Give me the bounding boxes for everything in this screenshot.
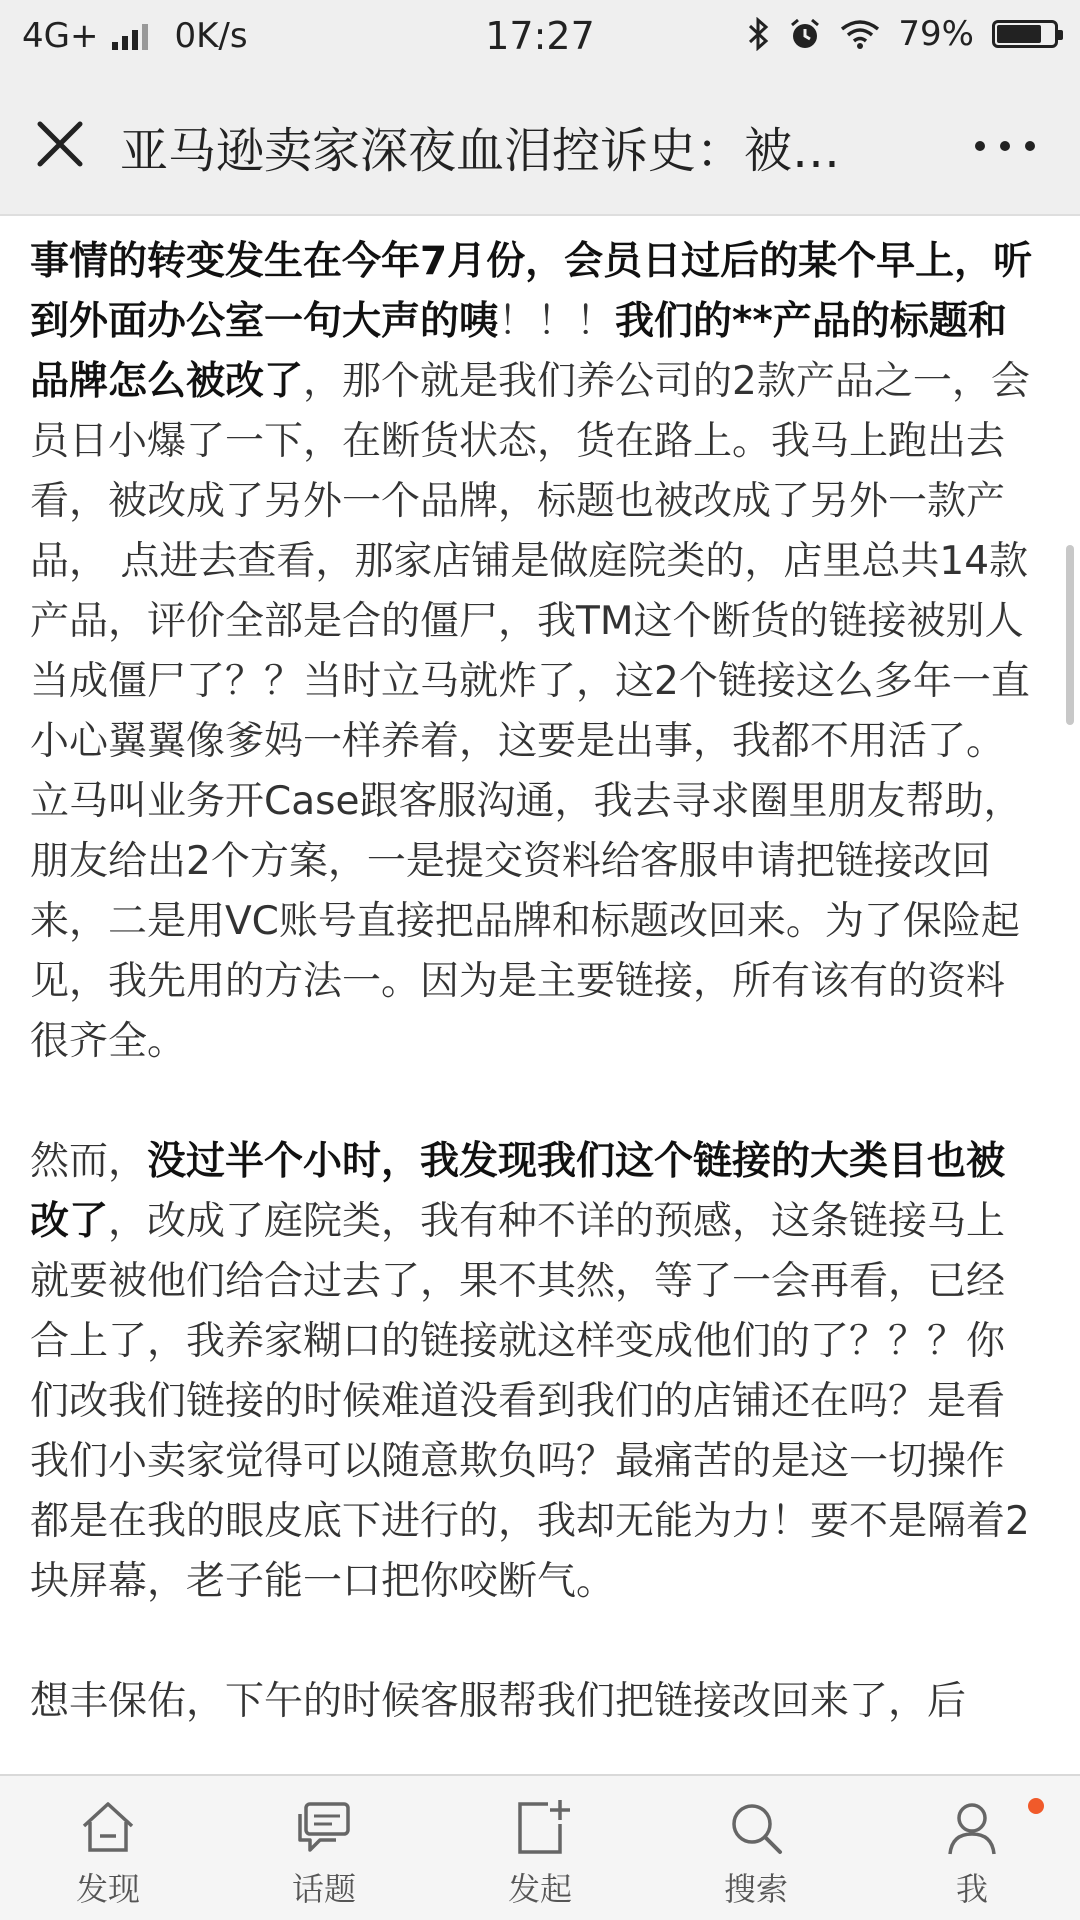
alarm-icon — [788, 17, 822, 51]
tab-label: 话题 — [291, 1870, 356, 1908]
bluetooth-icon — [748, 17, 770, 51]
body-text: 然而， — [30, 1139, 148, 1184]
bold-text: 我们的**产品的标题和品牌怎么被改了 — [30, 299, 1007, 404]
tab-label: 搜索 — [723, 1870, 788, 1908]
tab-topics[interactable] — [216, 1776, 432, 1920]
search-icon — [724, 1796, 788, 1860]
nav-bar — [0, 74, 1080, 216]
profile-icon — [940, 1796, 1004, 1860]
more-icon[interactable] — [970, 126, 1040, 166]
notification-badge — [1028, 1798, 1044, 1814]
battery-percent: 79% — [898, 14, 974, 54]
tab-bar — [0, 1774, 1080, 1920]
tab-me[interactable] — [864, 1776, 1080, 1920]
body-text: 想丰保佑，下午的时候客服帮我们把链接改回来了，后 — [30, 1679, 967, 1724]
compose-icon — [508, 1796, 572, 1860]
page-title: 亚马逊卖家深夜血泪控诉史：被… — [120, 123, 841, 179]
tab-label: 发起 — [507, 1870, 572, 1908]
status-time: 17:27 — [485, 14, 595, 58]
body-text: ，改成了庭院类，我有种不详的预感，这条链接马上就要被他们给合过去了，果不其然，等了一会再看，已经合上了，我养家糊口的链接就这样变成他们的了？？？你们改我们链接的时候难道没看到我们的店铺还在吗？是看我们小卖家觉得可以随意欺负吗？最痛苦的是这一切操作都是在我的眼皮底下进行的，我却无能为力！要不是隔着2块屏幕，老子能一口把你咬断气。 — [30, 1199, 1030, 1604]
article-paragraph-3 — [30, 1672, 1040, 1732]
scrollbar[interactable] — [1066, 545, 1074, 725]
tab-label: 发现 — [75, 1870, 140, 1908]
tab-label: 我 — [955, 1870, 988, 1908]
body-text: ！！！ — [498, 299, 616, 344]
home-icon — [76, 1796, 140, 1860]
article-body — [30, 232, 1040, 1772]
status-bar — [0, 0, 1080, 74]
wifi-icon — [840, 19, 880, 49]
chat-icon — [292, 1796, 356, 1860]
article-paragraph-1 — [30, 232, 1040, 1072]
bold-text: 事情的转变发生在今年7月份，会员日过后的某个早上，听到外面办公室一句大声的咦 — [30, 239, 1033, 344]
body-text: ，那个就是我们养公司的2款产品之一，会员日小爆了一下，在断货状态，货在路上。我马上跑出去看，被改成了另外一个品牌，标题也被改成了另外一款产品， 点进去查看，那家店铺是做庭院类的，店里总共14款产品，评价全部是合的僵尸，我TM这个断货的链接被别人当成僵尸了？？当时立马就炸了，这2个链接这么多年一直小心翼翼像爹妈一样养着，这要是出事，我都不用活了。立马叫业务开Case跟客服沟通，我去寻求圈里朋友帮助，朋友给出2个方案，一是提交资料给客服申请把链接改回来，二是用VC账号直接把品牌和标题改回来。为了保险起见，我先用的方法一。因为是主要链接，所有该有的资料很齐全。 — [30, 359, 1030, 1064]
tab-search[interactable] — [648, 1776, 864, 1920]
tab-create[interactable] — [432, 1776, 648, 1920]
battery-icon — [992, 20, 1058, 48]
close-icon[interactable] — [30, 114, 90, 174]
tab-discover[interactable] — [0, 1776, 216, 1920]
article-paragraph-2 — [30, 1132, 1040, 1612]
bold-text: 没过半个小时，我发现我们这个链接的大类目也被改了 — [30, 1139, 1006, 1244]
status-right — [748, 14, 1058, 54]
network-speed: 0K/s — [174, 16, 248, 56]
network-type: 4G+ — [22, 16, 99, 56]
